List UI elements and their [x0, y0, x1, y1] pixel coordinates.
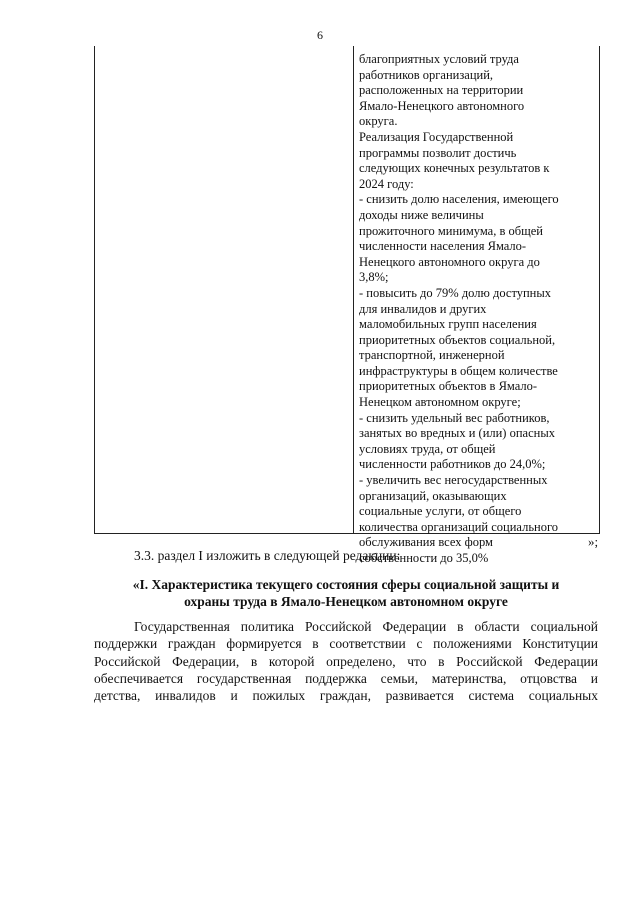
cell-line: условиях труда, от общей [359, 441, 496, 456]
amendment-instruction: 3.3. раздел I изложить в следующей редакции: [134, 548, 401, 563]
cell-line: приоритетных объектов социальной, [359, 332, 556, 347]
cell-line: количества организаций социального [359, 519, 559, 534]
cell-line: Ямало-Ненецкого автономного [359, 98, 525, 113]
cell-line: прожиточного минимума, в общей [359, 223, 543, 238]
section-heading [94, 576, 598, 610]
cell-line: - увеличить вес негосударственных [359, 473, 548, 488]
cell-line: численности населения Ямало- [359, 239, 527, 254]
cell-line: Ненецком автономном округе; [359, 395, 521, 410]
cell-line: социальные услуги, от общего [359, 504, 522, 519]
cell-line: работников организаций, [359, 67, 494, 82]
closing-quote: »; [588, 534, 599, 549]
cell-line: маломобильных групп населения [359, 317, 537, 332]
heading-line: «I. Характеристика текущего состояния сферы социальной защиты и [132, 577, 560, 592]
cell-line: обслуживания всех форм [359, 535, 493, 550]
cell-line: доходы ниже величины [359, 207, 484, 222]
heading-line: охраны труда в Ямало-Ненецком автономном округе [184, 594, 508, 609]
cell-line: Реализация Государственной [359, 129, 514, 144]
cell-line: инфраструктуры в общем количестве [359, 363, 558, 378]
body-line: Российской Федерации, в которой определено, что в Российской Федерации [94, 653, 598, 669]
cell-line: программы позволит достичь [359, 145, 517, 160]
body-line: обеспечивается государственная поддержка семьи, материнства, отцовства и [94, 670, 598, 686]
page-number: 6 [317, 28, 323, 42]
cell-line: - повысить до 79% долю доступных [359, 285, 552, 300]
cell-line: приоритетных объектов в Ямало- [359, 379, 538, 394]
cell-line: численности работников до 24,0%; [359, 457, 546, 472]
body-line: детства, инвалидов и пожилых граждан, развивается система социальных [94, 688, 598, 704]
cell-line: расположенных на территории [359, 83, 524, 98]
cell-line: собственности до 35,0% [359, 551, 489, 565]
table-cell-results [359, 52, 597, 567]
body-paragraph [94, 618, 598, 704]
cell-line: организаций, оказывающих [359, 488, 507, 503]
cell-line: 3,8%; [359, 270, 389, 285]
body-line: поддержки граждан формируется в соответствии с положениями Конституции [94, 636, 598, 652]
cell-line: транспортной, инженерной [359, 348, 505, 363]
cell-line: занятых во вредных и (или) опасных [359, 426, 555, 441]
cell-line: - снизить долю населения, имеющего [359, 192, 559, 207]
cell-line: для инвалидов и других [359, 301, 487, 316]
cell-line: благоприятных условий труда [359, 52, 519, 66]
body-line: Государственная политика Российской Федерации в области социальной [134, 619, 598, 634]
cell-line: 2024 году: [359, 176, 414, 191]
cell-line: Ненецкого автономного округа до [359, 254, 540, 269]
cell-line: - снизить удельный вес работников, [359, 410, 550, 425]
cell-line: следующих конечных результатов к [359, 161, 550, 176]
cell-line: округа. [359, 114, 398, 129]
table-column-divider [353, 46, 354, 533]
